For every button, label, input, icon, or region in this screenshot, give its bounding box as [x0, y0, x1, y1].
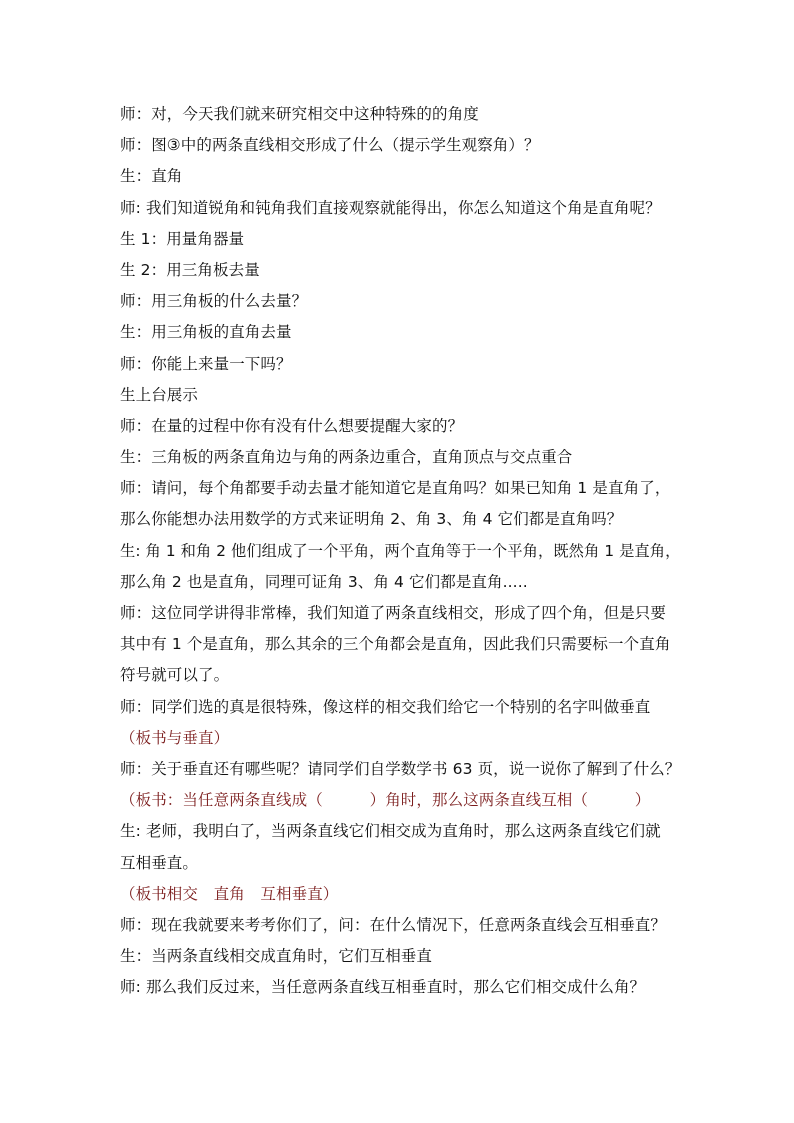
line-student-demo: 生上台展示 [120, 385, 199, 404]
line-teacher-question-figure: 师：图③中的两条直线相交形成了什么（提示学生观察角）？ [120, 136, 540, 155]
line-student-answer-right-angle: 生：直角 [120, 167, 183, 186]
line-student-understand-1: 生: 老师，我明白了，当两条直线它们相交成为直角时，那么这两条直线它们就 [120, 822, 661, 841]
line-teacher-prove-2: 那么你能想办法用数学的方式来证明角 2、角 3、角 4 它们都是直角吗？ [120, 510, 623, 529]
line-teacher-name-perpendicular: 师：同学们选的真是很特殊，像这样的相交我们给它一个特别的名字叫做垂直 [120, 697, 651, 716]
line-student-quiz-answer: 生：当两条直线相交成直角时，它们互相垂直 [120, 947, 433, 966]
line-student-align-edges: 生：三角板的两条直角边与角的两条边重合，直角顶点与交点重合 [120, 448, 573, 467]
line-teacher-praise-3: 符号就可以了。 [120, 666, 230, 685]
line-teacher-praise-1: 师：这位同学讲得非常棒，我们知道了两条直线相交，形成了四个角，但是只要 [120, 604, 667, 622]
board-note-summary: （板书相交 直角 互相垂直） [120, 884, 339, 903]
line-teacher-how-know: 师: 我们知道锐角和钝角我们直接观察就能得出，你怎么知道这个角是直角呢？ [120, 198, 661, 217]
line-teacher-prove-1: 师：请问，每个角都要手动去量才能知道它是直角吗？如果已知角 1 是直角了， [120, 479, 671, 498]
line-student-right-angle-part: 生：用三角板的直角去量 [120, 323, 292, 342]
line-student-understand-2: 互相垂直。 [120, 853, 199, 872]
line-student2-set-square: 生 2：用三角板去量 [120, 260, 260, 279]
line-teacher-quiz: 师：现在我就要来考考你们了，问：在什么情况下，任意两条直线会互相垂直？ [120, 915, 667, 934]
line-teacher-which-part: 师：用三角板的什么去量？ [120, 292, 308, 311]
line-student-proof-1: 生: 角 1 和角 2 他们组成了一个平角，两个直角等于一个平角，既然角 1 是直角， [120, 541, 681, 560]
line-student-proof-2: 那么角 2 也是直角，同理可证角 3、角 4 它们都是直角..... [120, 572, 528, 591]
line-teacher-reminder: 师：在量的过程中你有没有什么想要提醒大家的？ [120, 416, 464, 435]
board-note-fill-blank: （板书：当任意两条直线成（ ）角时，那么这两条直线互相（ ） [120, 791, 651, 810]
line-teacher-intro: 师：对，今天我们就来研究相交中这种特殊的的角度 [120, 105, 479, 123]
line-teacher-self-study: 师：关于垂直还有哪些呢？请同学们自学数学书 63 页，说一说你了解到了什么？ [120, 759, 681, 778]
board-note-perpendicular: （板书与垂直） [120, 728, 230, 747]
lesson-transcript [120, 99, 680, 1003]
line-student1-protractor: 生 1：用量角器量 [120, 229, 245, 248]
line-teacher-reverse-question: 师: 那么我们反过来，当任意两条直线互相垂直时，那么它们相交成什么角？ [120, 978, 646, 997]
line-teacher-praise-2: 其中有 1 个是直角，那么其余的三个角都会是直角，因此我们只需要标一个直角 [120, 635, 671, 654]
line-teacher-come-measure: 师：你能上来量一下吗？ [120, 354, 292, 373]
